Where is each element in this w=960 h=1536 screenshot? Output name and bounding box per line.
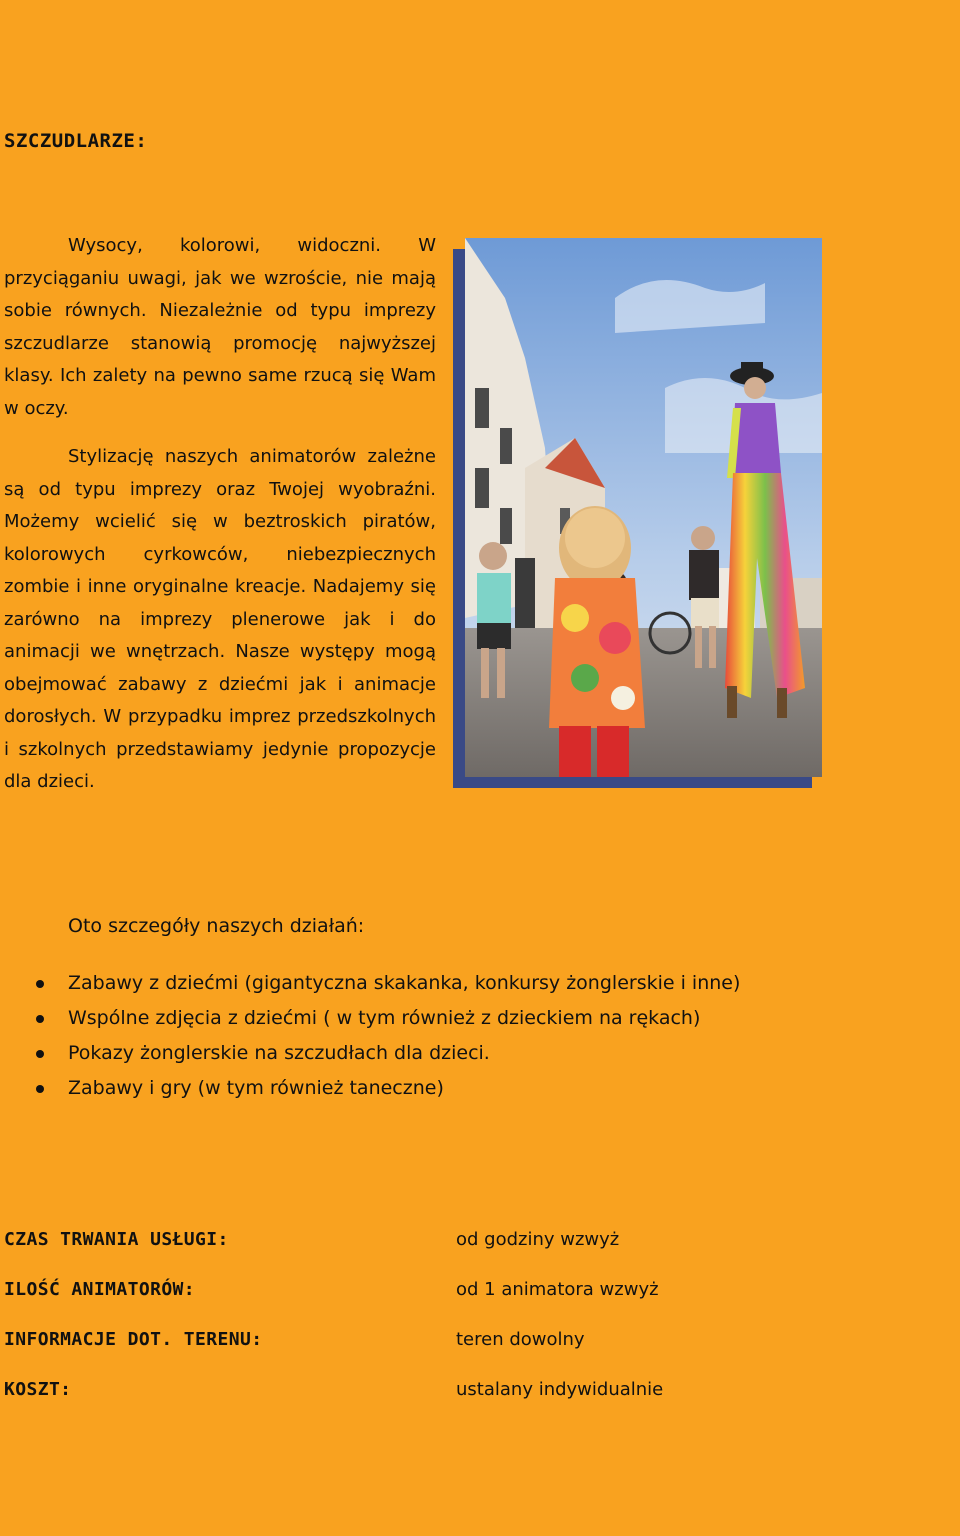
list-item-text: Pokazy żonglerskie na szczudłach dla dzieci. — [68, 1042, 490, 1064]
intro-text — [4, 230, 436, 799]
stilt-walker-photo — [465, 238, 822, 777]
info-value: od godziny wzwyż — [456, 1229, 620, 1250]
list-item — [0, 966, 740, 1001]
list-item — [0, 1036, 740, 1071]
info-label: KOSZT: — [4, 1379, 72, 1400]
stilt-walker-photo-illustration — [465, 238, 822, 777]
bullet-icon — [36, 1050, 44, 1058]
info-value: od 1 animatora wzwyż — [456, 1279, 659, 1300]
info-row-animators — [0, 1279, 960, 1309]
page-title: SZCZUDLARZE: — [4, 130, 148, 152]
list-item — [0, 1001, 740, 1036]
info-value: ustalany indywidualnie — [456, 1379, 664, 1400]
list-item-text: Zabawy z dziećmi (gigantyczna skakanka, konkursy żonglerskie i inne) — [68, 972, 741, 994]
bullet-icon — [36, 1015, 44, 1023]
info-label: INFORMACJE DOT. TERENU: — [4, 1329, 263, 1350]
list-item-text: Zabawy i gry (w tym również taneczne) — [68, 1077, 444, 1099]
info-row-cost — [0, 1379, 960, 1409]
info-label: ILOŚĆ ANIMATORÓW: — [4, 1279, 196, 1300]
info-row-terrain — [0, 1329, 960, 1359]
details-list — [0, 966, 740, 1106]
bullet-icon — [36, 1085, 44, 1093]
info-label: CZAS TRWANIA USŁUGI: — [4, 1229, 229, 1250]
info-row-duration — [0, 1229, 960, 1259]
intro-paragraph-2: Stylizację naszych animatorów zależne są od typu imprezy oraz Twojej wyobraźni. Możemy wcielić się w beztroskich piratów, kolorowych cyrkowców, niebezpiecznych zombie i inne oryginalne kreacje. Nadajemy się zarówno na imprezy plenerowe jak i do animacji we wnętrzach. Nasze występy mogą obejmować zabawy z dziećmi jak i animacje dorosłych. W przypadku imprez przedszkolnych i szkolnych przedstawiamy jedynie propozycje dla dzieci. — [4, 446, 436, 792]
list-item — [0, 1071, 740, 1106]
info-value: teren dowolny — [456, 1329, 585, 1350]
bullet-icon — [36, 980, 44, 988]
details-heading: Oto szczegóły naszych działań: — [68, 915, 365, 937]
intro-paragraph-1: Wysocy, kolorowi, widoczni. W przyciąganiu uwagi, jak we wzroście, nie mają sobie równych. Niezależnie od typu imprezy szczudlarze stanowią promocję najwyższej klasy. Ich zalety na pewno same rzucą się Wam w oczy. — [4, 235, 436, 419]
list-item-text: Wspólne zdjęcia z dziećmi ( w tym również z dzieckiem na rękach) — [68, 1007, 701, 1029]
